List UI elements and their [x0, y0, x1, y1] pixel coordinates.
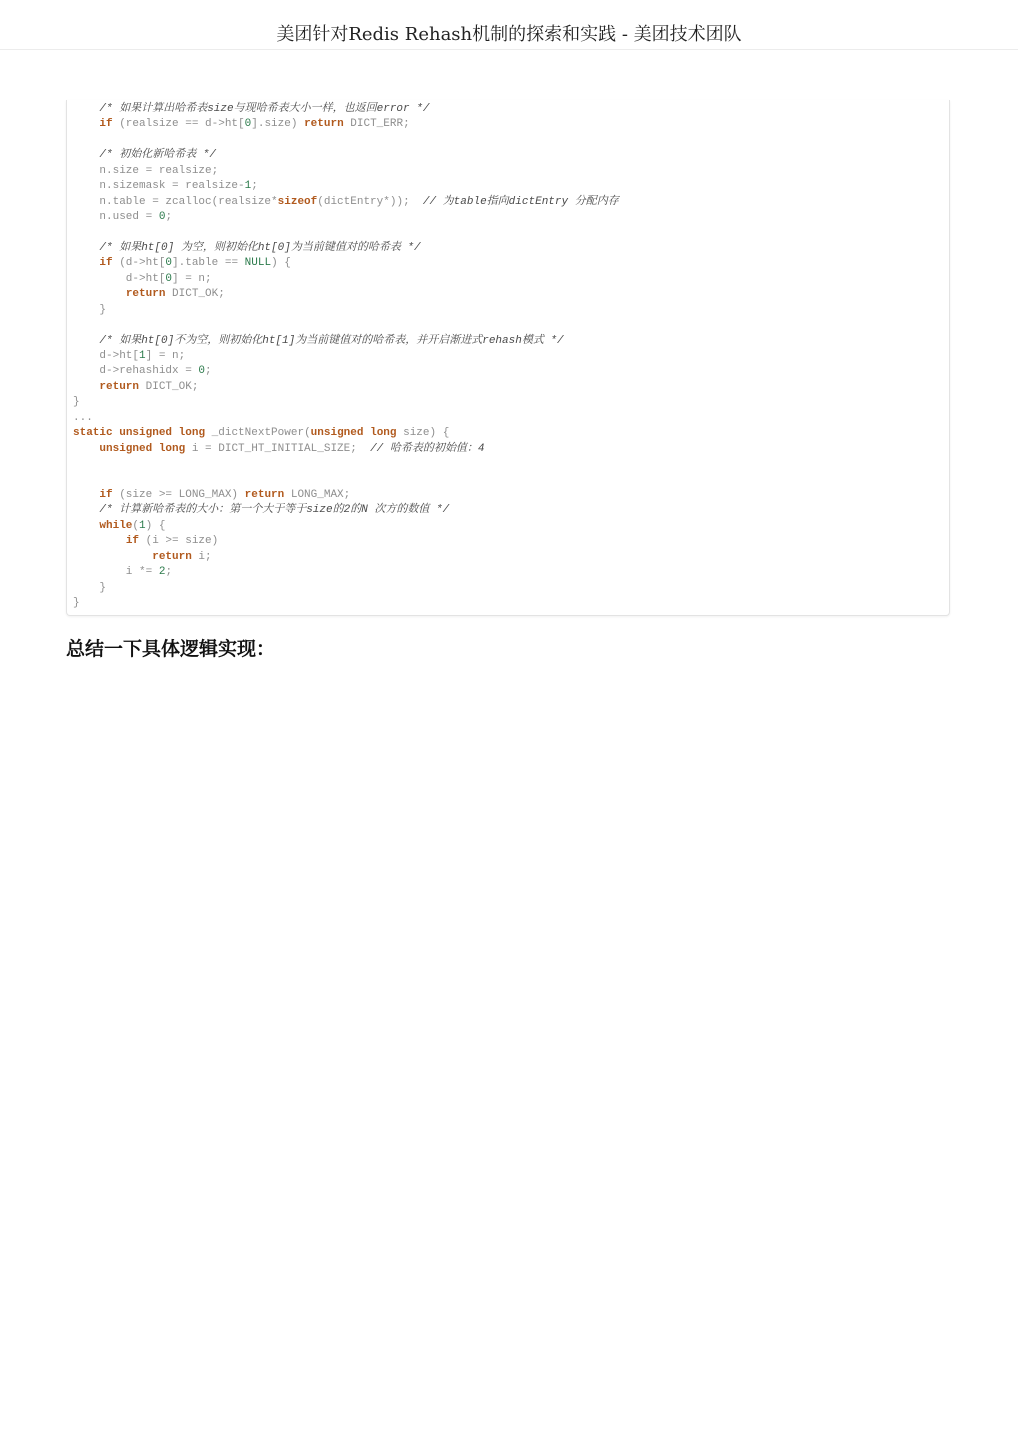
code-line — [73, 179, 619, 194]
code-line — [73, 442, 619, 457]
code-line — [73, 426, 619, 441]
code-token: ( — [132, 519, 140, 532]
code-token — [73, 381, 99, 393]
code-token: if — [99, 257, 113, 270]
code-token: 1 — [244, 180, 252, 193]
code-line — [73, 380, 619, 395]
code-token: return — [99, 380, 140, 393]
code-token: i *= — [73, 566, 159, 579]
code-token: 0 — [198, 365, 206, 378]
code-token: long — [370, 427, 397, 440]
code-token: /* 如果ht[0]不为空，则初始化ht[1]为当前键值对的哈希表，并开启渐进式rehash模式 */ — [99, 334, 564, 347]
code-token: long — [158, 442, 186, 455]
code-line — [73, 411, 619, 426]
code-token: while — [99, 519, 133, 532]
code-token: return — [152, 550, 192, 563]
code-token: n.sizemask = realsize- — [73, 180, 245, 193]
code-line — [73, 334, 619, 349]
code-block — [66, 100, 950, 616]
code-token — [73, 443, 99, 455]
code-token: ) { — [271, 257, 291, 270]
code-token — [172, 427, 179, 439]
code-token: ) { — [145, 519, 166, 532]
code-token: ] = n; — [172, 272, 212, 285]
code-token — [73, 535, 126, 547]
code-token: n.size = realsize; — [73, 164, 219, 177]
code-line — [73, 287, 619, 302]
code-token: } — [73, 303, 107, 316]
code-token: /* 如果计算出哈希表size与现哈希表大小一样，也返回error */ — [99, 103, 430, 115]
code-token: unsigned — [310, 427, 364, 440]
page-title: 美团针对Redis Rehash机制的探索和实践 - 美团技术团队 — [276, 24, 742, 45]
code-token: ] = n; — [145, 350, 186, 362]
code-token — [73, 242, 99, 254]
code-token: return — [125, 288, 166, 301]
code-line — [73, 318, 619, 333]
code-token: n.used = — [73, 211, 159, 224]
code-line — [73, 272, 619, 287]
code-line — [73, 519, 619, 534]
code-token: /* 计算新哈希表的大小：第一个大于等于size的2的N 次方的数值 */ — [99, 504, 450, 517]
code-line — [73, 226, 619, 241]
code-token: /* 初始化新哈希表 */ — [99, 149, 217, 162]
code-token: 2 — [158, 566, 166, 579]
code-token — [73, 335, 99, 347]
code-line — [73, 503, 619, 518]
code-token: size) { — [396, 427, 450, 440]
code-token: (d->ht[ — [112, 257, 166, 270]
code-line — [73, 133, 619, 148]
code-token: if — [125, 535, 140, 548]
code-line — [73, 164, 619, 179]
code-token: d->ht[ — [73, 272, 166, 285]
code-token: static — [73, 427, 113, 440]
code-line — [73, 395, 619, 410]
code-line — [73, 303, 619, 318]
code-token: ... — [73, 411, 93, 424]
code-line — [73, 364, 619, 379]
code-token: if — [99, 118, 113, 131]
code-token — [73, 504, 99, 516]
code-line — [73, 349, 619, 364]
code-token: // 哈希表的初始值：4 — [370, 442, 485, 455]
code-token: // 为table指向dictEntry 分配内存 — [422, 195, 619, 208]
code-token: if — [99, 488, 113, 501]
code-line — [73, 210, 619, 225]
code-line — [73, 241, 619, 256]
code-token: ; — [205, 365, 212, 378]
code-line — [73, 596, 619, 611]
code-line — [73, 457, 619, 472]
code-token: 1 — [139, 519, 146, 532]
code-token: 0 — [165, 272, 173, 285]
code-line — [73, 148, 619, 163]
code-token: d->ht[ — [73, 350, 140, 362]
code-token — [73, 551, 152, 563]
code-token: sizeof — [277, 195, 318, 208]
code-token: n.table = zcalloc(realsize* — [73, 195, 278, 208]
page-header — [0, 0, 1018, 50]
code-token — [73, 257, 99, 269]
code-lines — [73, 102, 619, 611]
code-token: NULL — [244, 257, 272, 270]
code-token: 0 — [158, 211, 166, 224]
code-token: i; — [191, 550, 212, 563]
code-token: ].table == — [172, 257, 245, 270]
code-line — [73, 195, 619, 210]
code-token: return — [244, 488, 285, 501]
code-token: unsigned — [99, 442, 153, 455]
code-token: _dictNextPower( — [205, 427, 311, 440]
code-token: 1 — [139, 350, 146, 362]
code-token: (realsize == d->ht[ — [112, 118, 245, 131]
code-token: i = DICT_HT_INITIAL_SIZE; — [185, 442, 371, 455]
code-token: ; — [165, 211, 173, 224]
code-token: DICT_OK; — [165, 288, 225, 301]
code-token: long — [178, 427, 206, 440]
code-line — [73, 102, 619, 117]
code-line — [73, 534, 619, 549]
code-token: DICT_ERR; — [343, 118, 410, 131]
code-token: } — [73, 597, 80, 609]
summary-heading: 总结一下具体逻辑实现： — [66, 638, 276, 660]
code-token: (size >= LONG_MAX) — [112, 488, 245, 501]
code-token: } — [73, 396, 80, 409]
code-token — [73, 489, 99, 501]
code-token: unsigned — [119, 427, 173, 440]
code-token: /* 如果ht[0] 为空，则初始化ht[0]为当前键值对的哈希表 */ — [99, 241, 421, 254]
code-line — [73, 473, 619, 488]
code-token: ; — [251, 180, 258, 193]
code-line — [73, 488, 619, 503]
code-token: ].size) — [251, 118, 305, 131]
code-token: ; — [165, 566, 173, 579]
code-token — [152, 443, 159, 455]
code-token — [73, 520, 99, 532]
code-token: (dictEntry*)); — [317, 195, 423, 208]
code-line — [73, 550, 619, 565]
code-token: return — [304, 118, 344, 131]
code-line — [73, 256, 619, 271]
code-token: } — [73, 581, 107, 594]
code-line — [73, 565, 619, 580]
code-line — [73, 117, 619, 132]
code-token: 0 — [244, 118, 252, 131]
code-token — [73, 103, 99, 115]
code-token: DICT_OK; — [139, 380, 199, 393]
code-token: d->rehashidx = — [73, 365, 199, 378]
code-token: LONG_MAX; — [284, 488, 351, 501]
code-token — [73, 149, 99, 161]
code-line — [73, 581, 619, 596]
code-token — [73, 288, 126, 300]
code-token: (i >= size) — [139, 535, 219, 548]
code-token: 0 — [165, 257, 173, 270]
code-token — [73, 118, 99, 130]
